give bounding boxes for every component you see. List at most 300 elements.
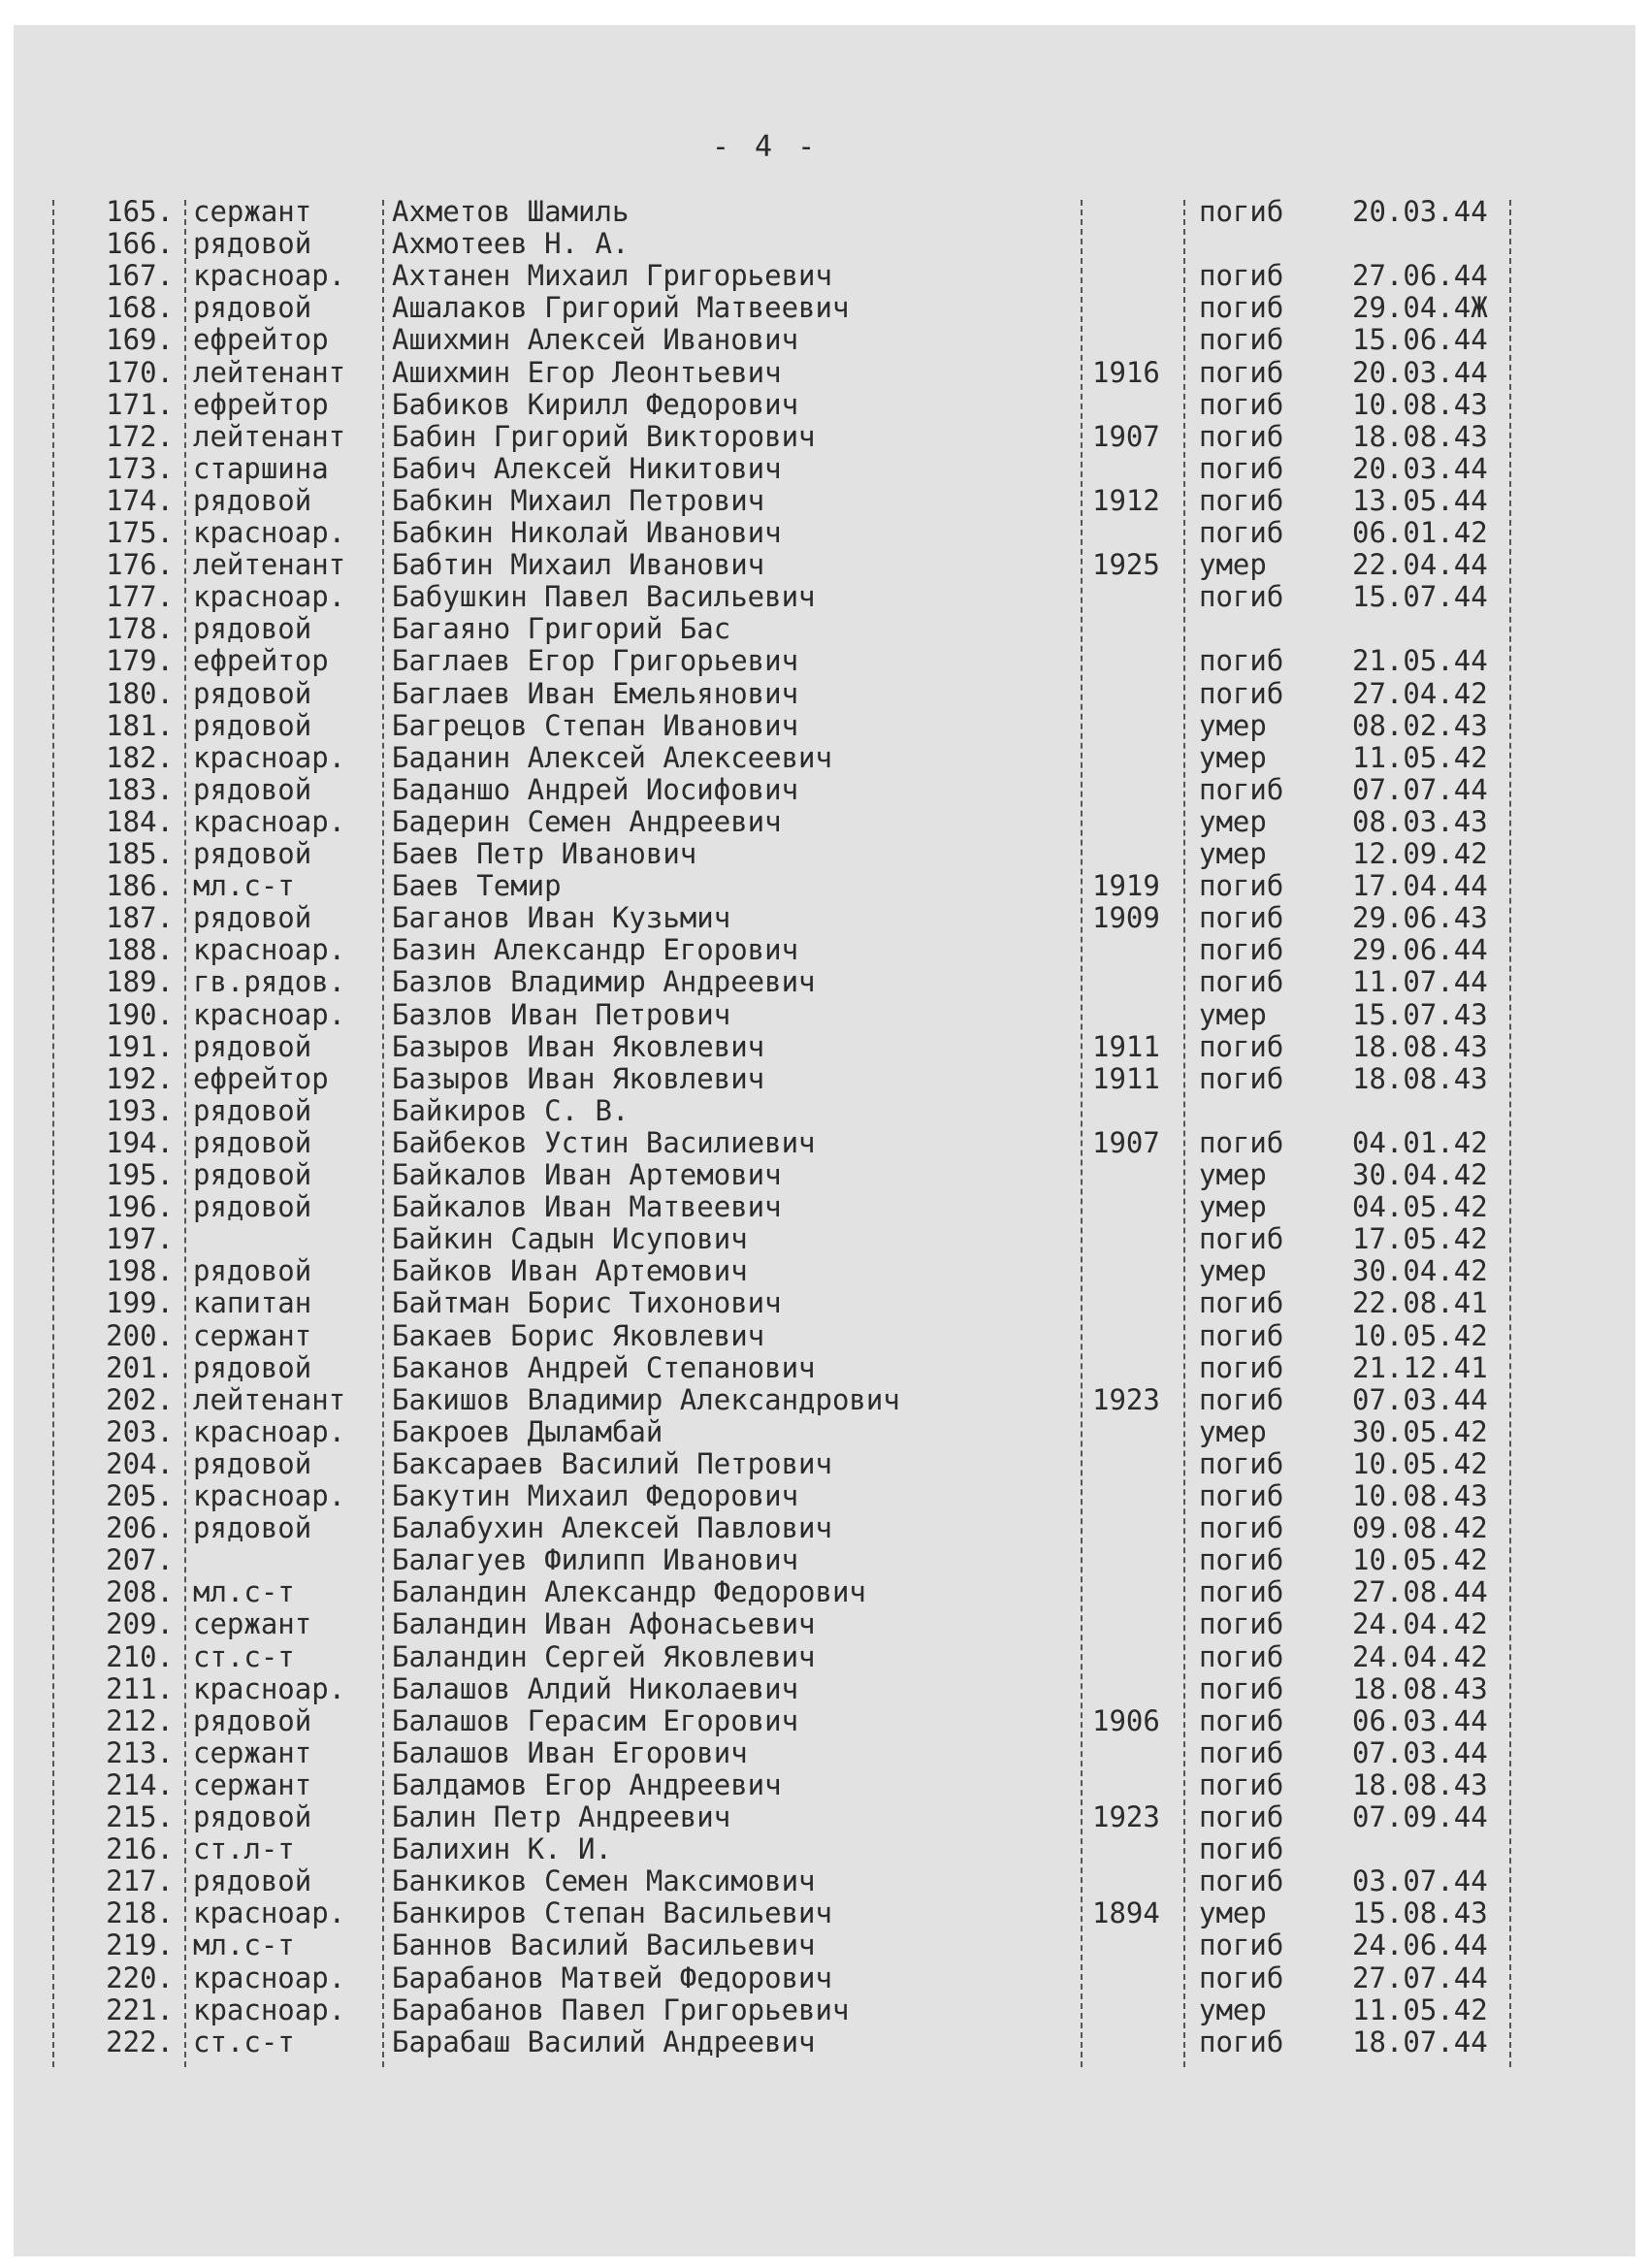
full-name: Байкалов Иван Матвеевич — [392, 1190, 782, 1224]
entry-number: 184. — [106, 804, 174, 838]
table-row — [14, 1127, 1566, 1159]
table-row — [14, 1223, 1566, 1255]
fate: погиб — [1199, 1960, 1284, 1994]
full-name: Балабухин Алексей Павлович — [392, 1511, 832, 1545]
table-row — [14, 1705, 1566, 1737]
fate: погиб — [1199, 933, 1284, 967]
date: 08.03.43 — [1352, 804, 1488, 838]
full-name: Баданин Алексей Алексеевич — [392, 740, 832, 774]
date: 15.07.44 — [1352, 580, 1488, 614]
rank: рядовой — [193, 1703, 312, 1737]
rank: рядовой — [193, 1254, 312, 1288]
birth-year: 1894 — [1092, 1896, 1160, 1930]
full-name: Барабанов Павел Григорьевич — [392, 1993, 850, 2026]
table-row — [14, 678, 1566, 710]
table-row — [14, 1737, 1566, 1769]
date: 18.07.44 — [1352, 2025, 1488, 2058]
rank: рядовой — [193, 1446, 312, 1480]
entry-number: 188. — [106, 933, 174, 967]
entry-number: 197. — [106, 1222, 174, 1256]
full-name: Барабанов Матвей Федорович — [392, 1960, 832, 1994]
date: 10.05.42 — [1352, 1446, 1488, 1480]
table-row — [14, 1576, 1566, 1608]
entry-number: 209. — [106, 1607, 174, 1641]
fate: погиб — [1199, 355, 1284, 389]
entry-number: 212. — [106, 1703, 174, 1737]
date: 21.12.41 — [1352, 1350, 1488, 1384]
full-name: Багрецов Степан Иванович — [392, 708, 799, 742]
table-row — [14, 196, 1566, 228]
table-row — [14, 1962, 1566, 1994]
rank: красноар. — [193, 1479, 346, 1512]
rank: ефрейтор — [193, 644, 329, 678]
rank: красноар. — [193, 259, 346, 293]
full-name: Бакишов Владимир Александрович — [392, 1382, 900, 1416]
entry-number: 175. — [106, 516, 174, 549]
entry-number: 173. — [106, 451, 174, 485]
entry-number: 215. — [106, 1800, 174, 1833]
entry-number: 167. — [106, 259, 174, 293]
rank: красноар. — [193, 933, 346, 967]
entry-number: 183. — [106, 772, 174, 806]
fate: погиб — [1199, 1350, 1284, 1384]
table-row — [14, 485, 1566, 517]
rank: рядовой — [193, 901, 312, 935]
full-name: Баглаев Егор Григорьевич — [392, 644, 799, 678]
full-name: Баландин Сергей Яковлевич — [392, 1639, 816, 1673]
fate: погиб — [1199, 869, 1284, 903]
entry-number: 222. — [106, 2025, 174, 2058]
full-name: Барабаш Василий Андреевич — [392, 2025, 816, 2058]
date: 13.05.44 — [1352, 483, 1488, 517]
rank: красноар. — [193, 740, 346, 774]
rank: мл.с-т — [193, 1575, 295, 1609]
entry-number: 166. — [106, 227, 174, 261]
entry-number: 168. — [106, 291, 174, 325]
table-row — [14, 742, 1566, 774]
table-row — [14, 1159, 1566, 1191]
date: 21.05.44 — [1352, 644, 1488, 678]
birth-year: 1911 — [1092, 1061, 1160, 1095]
full-name: Ахметов Шамиль — [392, 195, 630, 228]
fate: погиб — [1199, 2025, 1284, 2058]
fate: погиб — [1199, 1511, 1284, 1545]
date: 29.06.44 — [1352, 933, 1488, 967]
entry-number: 201. — [106, 1350, 174, 1384]
fate: погиб — [1199, 1479, 1284, 1512]
rank: рядовой — [193, 1093, 312, 1127]
table-row — [14, 1897, 1566, 1929]
rank: рядовой — [193, 1029, 312, 1063]
date: 10.05.42 — [1352, 1543, 1488, 1577]
rank: рядовой — [193, 772, 312, 806]
entry-number: 207. — [106, 1543, 174, 1577]
entry-number: 198. — [106, 1254, 174, 1288]
date: 15.08.43 — [1352, 1896, 1488, 1930]
table-row — [14, 228, 1566, 260]
full-name: Бакаев Борис Яковлевич — [392, 1318, 765, 1352]
birth-year: 1911 — [1092, 1029, 1160, 1063]
entry-number: 172. — [106, 419, 174, 453]
table-row — [14, 421, 1566, 453]
birth-year: 1923 — [1092, 1382, 1160, 1416]
rank: лейтенант — [193, 548, 346, 582]
entry-number: 182. — [106, 740, 174, 774]
entry-number: 217. — [106, 1864, 174, 1898]
table-row — [14, 902, 1566, 934]
entry-number: 192. — [106, 1061, 174, 1095]
entry-number: 171. — [106, 387, 174, 421]
fate: погиб — [1199, 1286, 1284, 1320]
date: 07.03.44 — [1352, 1382, 1488, 1416]
birth-year: 1916 — [1092, 355, 1160, 389]
fate: погиб — [1199, 1735, 1284, 1769]
rank: ефрейтор — [193, 323, 329, 357]
rank: капитан — [193, 1286, 312, 1320]
rank: лейтенант — [193, 419, 346, 453]
fate: умер — [1199, 740, 1267, 774]
fate: погиб — [1199, 1703, 1284, 1737]
fate: погиб — [1199, 451, 1284, 485]
full-name: Баев Петр Иванович — [392, 837, 697, 870]
entry-number: 178. — [106, 612, 174, 646]
birth-year: 1925 — [1092, 548, 1160, 582]
entry-number: 193. — [106, 1093, 174, 1127]
full-name: Ахмотеев Н. А. — [392, 227, 630, 261]
full-name: Ахтанен Михаил Григорьевич — [392, 259, 832, 293]
entry-number: 174. — [106, 483, 174, 517]
fate: погиб — [1199, 1575, 1284, 1609]
entry-number: 221. — [106, 1993, 174, 2026]
rank: сержант — [193, 1607, 312, 1641]
date: 17.04.44 — [1352, 869, 1488, 903]
date: 11.05.42 — [1352, 1993, 1488, 2026]
date: 18.08.43 — [1352, 419, 1488, 453]
rank: сержант — [193, 1767, 312, 1801]
table-row — [14, 324, 1566, 356]
table-row — [14, 1833, 1566, 1865]
fate: умер — [1199, 837, 1267, 870]
entry-number: 169. — [106, 323, 174, 357]
birth-year: 1912 — [1092, 483, 1160, 517]
rank: мл.с-т — [193, 1928, 295, 1962]
table-row — [14, 710, 1566, 742]
date: 10.08.43 — [1352, 1479, 1488, 1512]
fate: умер — [1199, 804, 1267, 838]
fate: погиб — [1199, 1800, 1284, 1833]
table-row — [14, 260, 1566, 292]
rank: рядовой — [193, 1511, 312, 1545]
date: 27.07.44 — [1352, 1960, 1488, 1994]
full-name: Байкиров С. В. — [392, 1093, 630, 1127]
full-name: Баглаев Иван Емельянович — [392, 676, 799, 710]
fate: погиб — [1199, 1928, 1284, 1962]
rank: рядовой — [193, 1350, 312, 1384]
table-row — [14, 1320, 1566, 1352]
birth-year: 1906 — [1092, 1703, 1160, 1737]
birth-year: 1907 — [1092, 419, 1160, 453]
entry-number: 220. — [106, 1960, 174, 1994]
full-name: Базыров Иван Яковлевич — [392, 1029, 765, 1063]
date: 18.08.43 — [1352, 1061, 1488, 1095]
entry-number: 202. — [106, 1382, 174, 1416]
rank: ефрейтор — [193, 1061, 329, 1095]
fate: погиб — [1199, 1061, 1284, 1095]
table-row — [14, 1095, 1566, 1127]
date: 06.03.44 — [1352, 1703, 1488, 1737]
full-name: Бакроев Дыламбай — [392, 1414, 663, 1448]
date: 30.04.42 — [1352, 1254, 1488, 1288]
date: 22.04.44 — [1352, 548, 1488, 582]
entry-number: 203. — [106, 1414, 174, 1448]
fate: погиб — [1199, 1607, 1284, 1641]
fate: умер — [1199, 1190, 1267, 1224]
date: 18.08.43 — [1352, 1029, 1488, 1063]
full-name: Бадерин Семен Андреевич — [392, 804, 782, 838]
full-name: Балашов Алдий Николаевич — [392, 1671, 799, 1705]
full-name: Бабтин Михаил Иванович — [392, 548, 765, 582]
entry-number: 214. — [106, 1767, 174, 1801]
rank: красноар. — [193, 1960, 346, 1994]
rank: красноар. — [193, 580, 346, 614]
table-row — [14, 806, 1566, 838]
table-row — [14, 1063, 1566, 1095]
entry-number: 176. — [106, 548, 174, 582]
date: 18.08.43 — [1352, 1671, 1488, 1705]
date: 15.07.43 — [1352, 997, 1488, 1031]
fate: умер — [1199, 548, 1267, 582]
entry-number: 199. — [106, 1286, 174, 1320]
full-name: Базлов Иван Петрович — [392, 997, 731, 1031]
entry-number: 187. — [106, 901, 174, 935]
table-row — [14, 292, 1566, 324]
table-row — [14, 1608, 1566, 1640]
rank: красноар. — [193, 1896, 346, 1930]
entry-number: 165. — [106, 195, 174, 228]
date: 07.07.44 — [1352, 772, 1488, 806]
rank: красноар. — [193, 1671, 346, 1705]
table-row — [14, 1769, 1566, 1801]
rank: лейтенант — [193, 355, 346, 389]
fate: погиб — [1199, 195, 1284, 228]
full-name: Ашихмин Егор Леонтьевич — [392, 355, 782, 389]
full-name: Бабкин Николай Иванович — [392, 516, 782, 549]
rank: сержант — [193, 195, 312, 228]
table-row — [14, 357, 1566, 389]
table-row — [14, 966, 1566, 998]
table-row — [14, 453, 1566, 485]
full-name: Бабкин Михаил Петрович — [392, 483, 765, 517]
entry-number: 208. — [106, 1575, 174, 1609]
rank: рядовой — [193, 708, 312, 742]
date: 20.03.44 — [1352, 451, 1488, 485]
date: 12.09.42 — [1352, 837, 1488, 870]
fate: погиб — [1199, 580, 1284, 614]
date: 07.09.44 — [1352, 1800, 1488, 1833]
rank: старшина — [193, 451, 329, 485]
rank: рядовой — [193, 291, 312, 325]
full-name: Байкалов Иван Артемович — [392, 1158, 782, 1191]
birth-year: 1907 — [1092, 1125, 1160, 1159]
rank: ст.л-т — [193, 1832, 295, 1866]
table-row — [14, 613, 1566, 645]
date: 04.05.42 — [1352, 1190, 1488, 1224]
entry-number: 218. — [106, 1896, 174, 1930]
entry-number: 185. — [106, 837, 174, 870]
table-row — [14, 1673, 1566, 1705]
rank: красноар. — [193, 997, 346, 1031]
rank: красноар. — [193, 1993, 346, 2026]
rank: рядовой — [193, 483, 312, 517]
fate: погиб — [1199, 419, 1284, 453]
table-row — [14, 774, 1566, 806]
table-row — [14, 1544, 1566, 1576]
rank: рядовой — [193, 1190, 312, 1224]
table-row — [14, 1480, 1566, 1512]
date: 03.07.44 — [1352, 1864, 1488, 1898]
date: 11.05.42 — [1352, 740, 1488, 774]
full-name: Байков Иван Артемович — [392, 1254, 748, 1288]
date: 15.06.44 — [1352, 323, 1488, 357]
fate: умер — [1199, 1254, 1267, 1288]
full-name: Байтман Борис Тихонович — [392, 1286, 782, 1320]
fate: погиб — [1199, 1446, 1284, 1480]
fate: погиб — [1199, 676, 1284, 710]
table-row — [14, 999, 1566, 1031]
full-name: Ашалаков Григорий Матвеевич — [392, 291, 850, 325]
entry-number: 210. — [106, 1639, 174, 1673]
entry-number: 213. — [106, 1735, 174, 1769]
full-name: Бабин Григорий Викторович — [392, 419, 816, 453]
table-row — [14, 1641, 1566, 1673]
full-name: Баландин Александр Федорович — [392, 1575, 866, 1609]
rank: гв.рядов. — [193, 965, 346, 999]
entry-number: 177. — [106, 580, 174, 614]
fate: погиб — [1199, 387, 1284, 421]
birth-year: 1909 — [1092, 901, 1160, 935]
table-row — [14, 1384, 1566, 1416]
table-row — [14, 1255, 1566, 1287]
fate: погиб — [1199, 1029, 1284, 1063]
table-row — [14, 1994, 1566, 2026]
date: 04.01.42 — [1352, 1125, 1488, 1159]
rank: красноар. — [193, 804, 346, 838]
rank: сержант — [193, 1318, 312, 1352]
table-row — [14, 517, 1566, 549]
table-row — [14, 645, 1566, 677]
date: 27.06.44 — [1352, 259, 1488, 293]
entry-number: 196. — [106, 1190, 174, 1224]
full-name: Балагуев Филипп Иванович — [392, 1543, 799, 1577]
table-row — [14, 389, 1566, 421]
entry-number: 180. — [106, 676, 174, 710]
fate: умер — [1199, 1896, 1267, 1930]
table-row — [14, 1287, 1566, 1319]
full-name: Ашихмин Алексей Иванович — [392, 323, 799, 357]
rank: красноар. — [193, 1414, 346, 1448]
rank: рядовой — [193, 676, 312, 710]
entry-number: 200. — [106, 1318, 174, 1352]
date: 07.03.44 — [1352, 1735, 1488, 1769]
date: 20.03.44 — [1352, 355, 1488, 389]
full-name: Баксараев Василий Петрович — [392, 1446, 832, 1480]
full-name: Байбеков Устин Василиевич — [392, 1125, 816, 1159]
full-name: Банкиров Степан Васильевич — [392, 1896, 832, 1930]
birth-year: 1919 — [1092, 869, 1160, 903]
table-row — [14, 934, 1566, 966]
rank: рядовой — [193, 612, 312, 646]
entry-number: 205. — [106, 1479, 174, 1512]
rank: рядовой — [193, 1800, 312, 1833]
entry-number: 195. — [106, 1158, 174, 1191]
entry-number: 190. — [106, 997, 174, 1031]
full-name: Балашов Герасим Егорович — [392, 1703, 799, 1737]
fate: погиб — [1199, 1767, 1284, 1801]
date: 09.08.42 — [1352, 1511, 1488, 1545]
entry-number: 204. — [106, 1446, 174, 1480]
rank: рядовой — [193, 837, 312, 870]
fate: погиб — [1199, 1671, 1284, 1705]
full-name: Бабич Алексей Никитович — [392, 451, 782, 485]
entry-number: 179. — [106, 644, 174, 678]
table-row — [14, 581, 1566, 613]
fate: погиб — [1199, 901, 1284, 935]
table-row — [14, 838, 1566, 870]
fate: умер — [1199, 1414, 1267, 1448]
table-row — [14, 1865, 1566, 1897]
fate: погиб — [1199, 291, 1284, 325]
date: 24.04.42 — [1352, 1607, 1488, 1641]
table-row — [14, 2026, 1566, 2058]
date: 10.05.42 — [1352, 1318, 1488, 1352]
full-name: Баев Темир — [392, 869, 562, 903]
full-name: Банкиков Семен Максимович — [392, 1864, 816, 1898]
entry-number: 206. — [106, 1511, 174, 1545]
date: 27.04.42 — [1352, 676, 1488, 710]
birth-year: 1923 — [1092, 1800, 1160, 1833]
full-name: Балдамов Егор Андреевич — [392, 1767, 782, 1801]
fate: умер — [1199, 1158, 1267, 1191]
date: 17.05.42 — [1352, 1222, 1488, 1256]
entry-number: 186. — [106, 869, 174, 903]
fate: умер — [1199, 997, 1267, 1031]
fate: умер — [1199, 708, 1267, 742]
date: 29.06.43 — [1352, 901, 1488, 935]
date: 06.01.42 — [1352, 516, 1488, 549]
fate: погиб — [1199, 772, 1284, 806]
full-name: Базин Александр Егорович — [392, 933, 799, 967]
table-row — [14, 1512, 1566, 1544]
rank: рядовой — [193, 1864, 312, 1898]
fate: погиб — [1199, 1318, 1284, 1352]
table-row — [14, 1416, 1566, 1448]
rank: мл.с-т — [193, 869, 295, 903]
full-name: Балашов Иван Егорович — [392, 1735, 748, 1769]
table-row — [14, 1031, 1566, 1063]
rank: ст.с-т — [193, 2025, 295, 2058]
date: 22.08.41 — [1352, 1286, 1488, 1320]
entry-number: 170. — [106, 355, 174, 389]
date: 24.04.42 — [1352, 1639, 1488, 1673]
table-row — [14, 1929, 1566, 1961]
fate: погиб — [1199, 1543, 1284, 1577]
full-name: Баканов Андрей Степанович — [392, 1350, 816, 1384]
fate: погиб — [1199, 483, 1284, 517]
full-name: Базлов Владимир Андреевич — [392, 965, 816, 999]
full-name: Баландин Иван Афонасьевич — [392, 1607, 816, 1641]
rank: рядовой — [193, 227, 312, 261]
date: 30.04.42 — [1352, 1158, 1488, 1191]
